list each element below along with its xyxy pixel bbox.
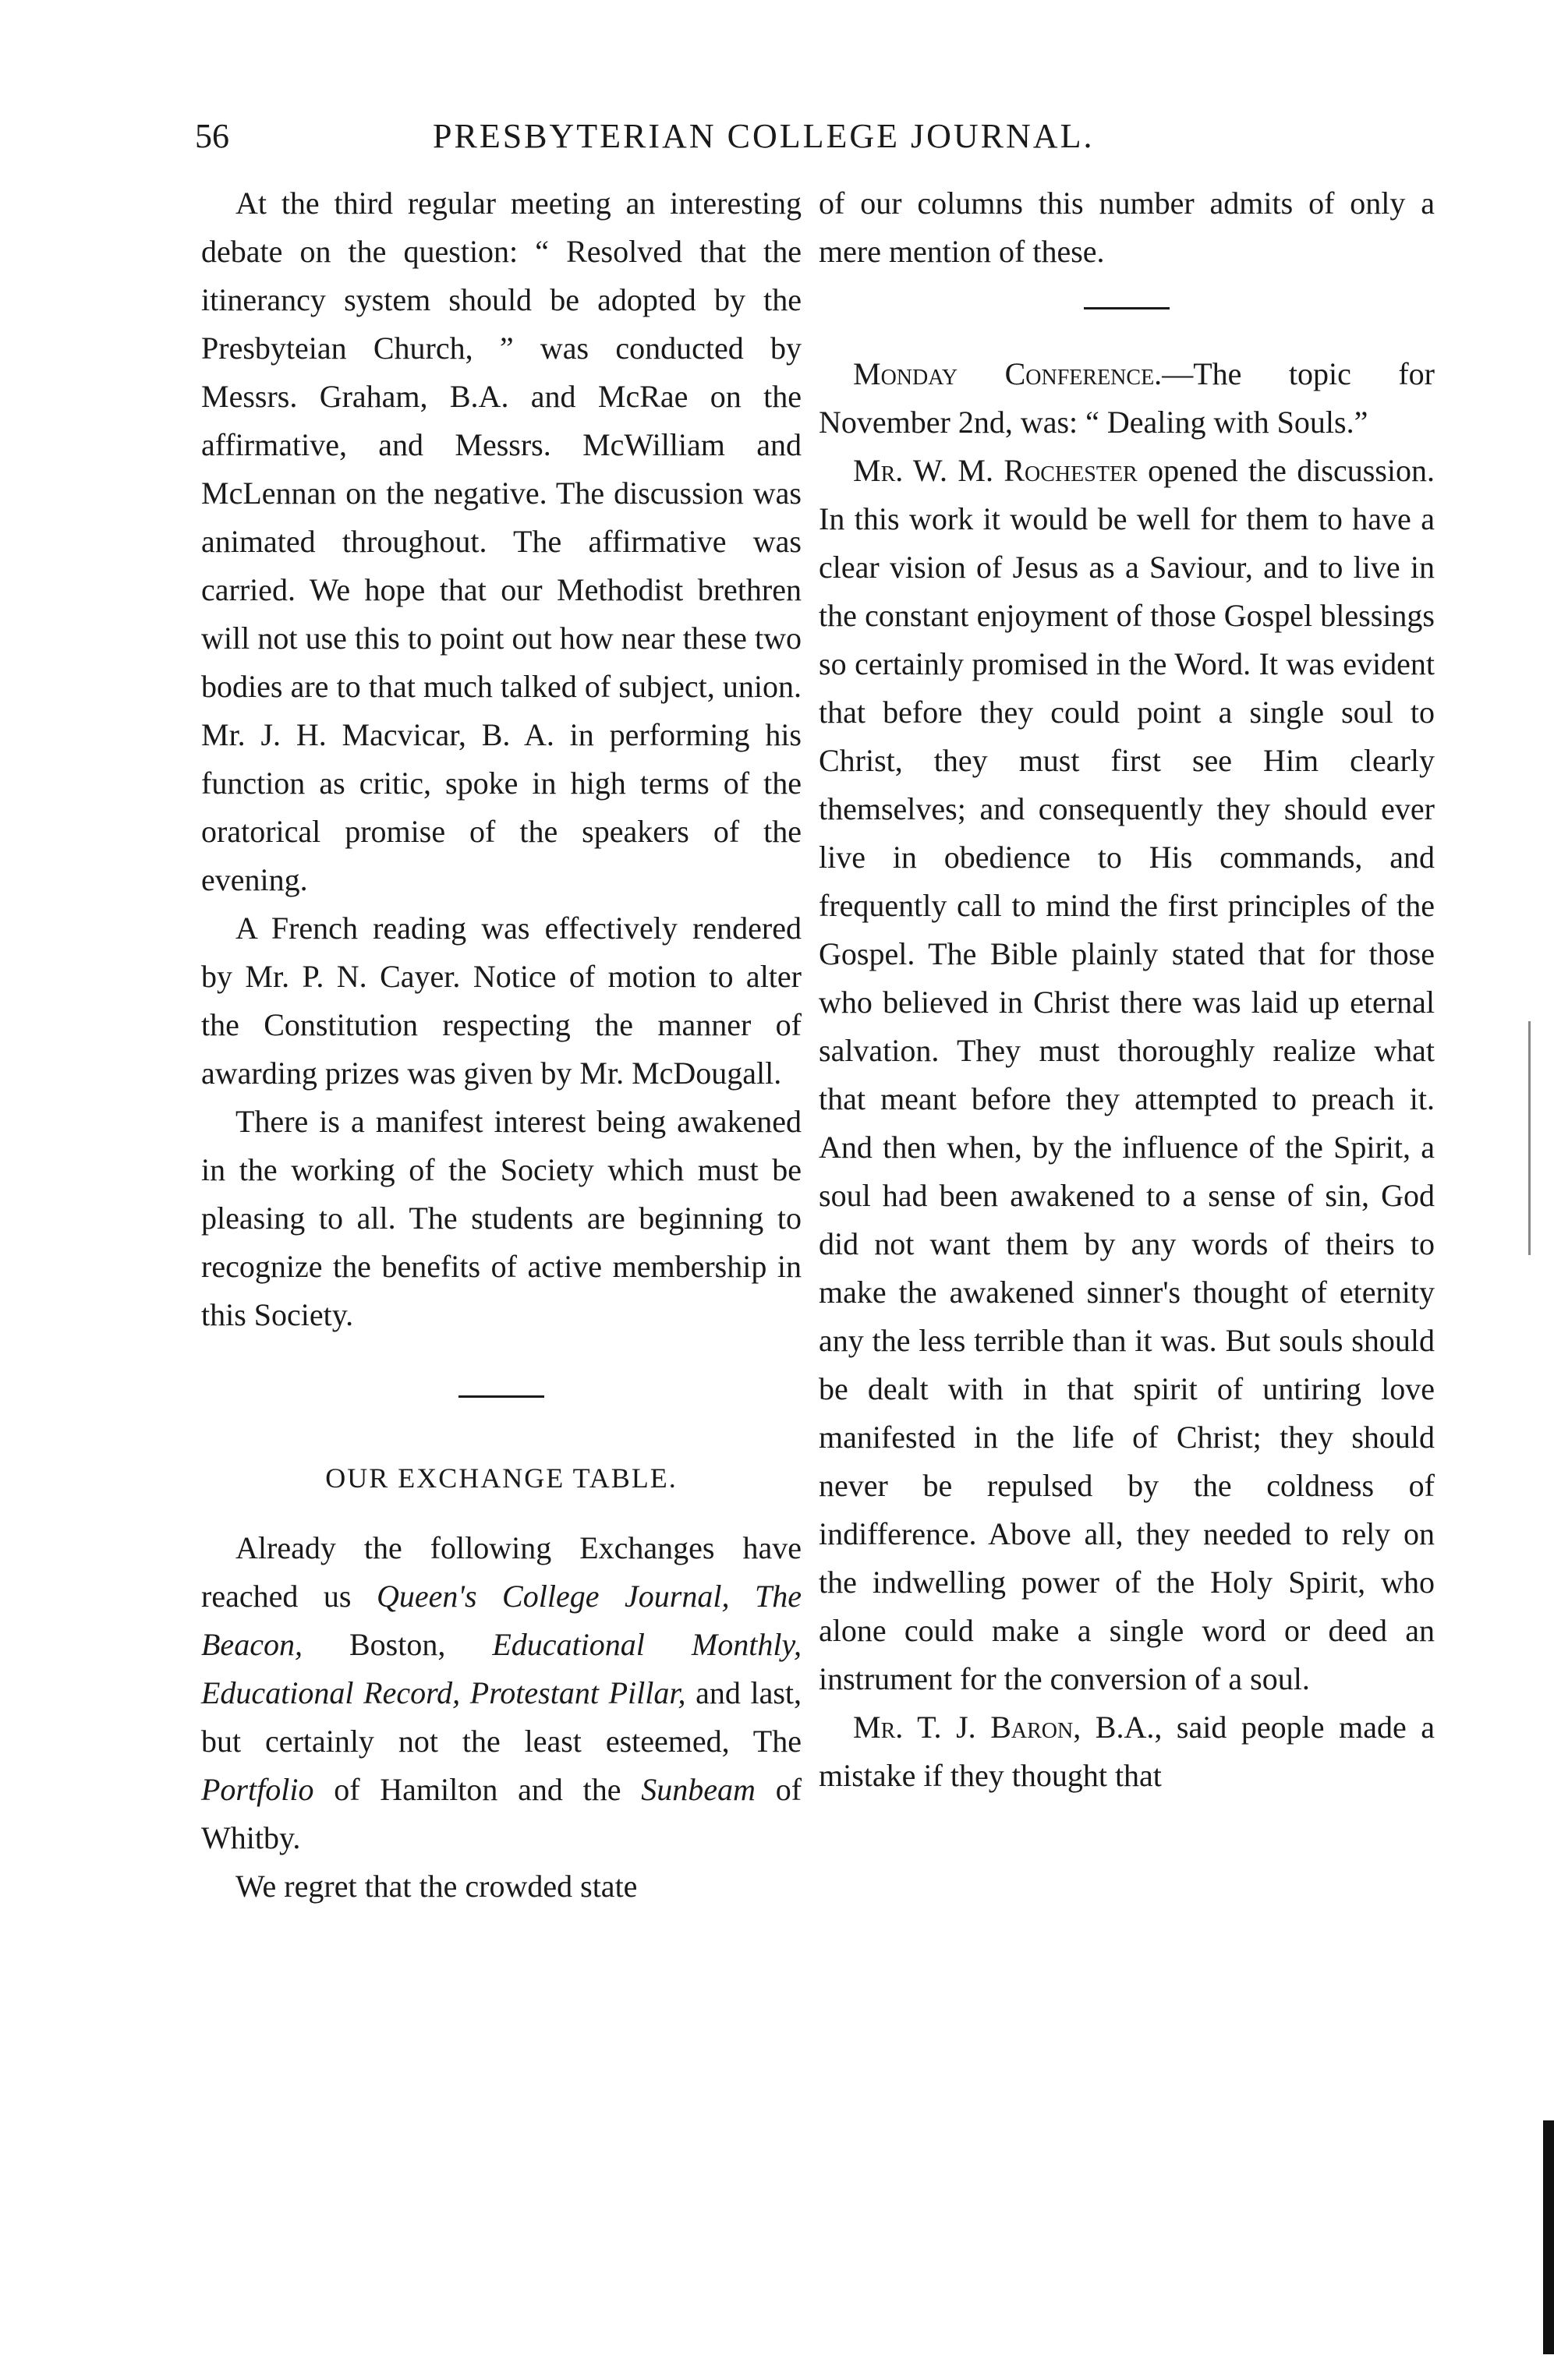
monday-conference-text: —The topic for November 2nd, was: “ Dealing with Souls.” xyxy=(819,356,1435,440)
exchange-sunbeam-place: of Whitby. xyxy=(201,1772,802,1855)
page-header xyxy=(195,109,1404,164)
debate-paragraph: At the third regular meeting an interesting debate on the question: “ Resolved that the itinerancy system should be adopted by the Presbyteian Church, ” was conducted by Messrs. Graham, B.A. and McRae on the affirmative, and Messrs. McWilliam and McLennan on the negative. The discussion was animated throughout. The affirmative was carried. We hope that our Methodist brethren will not use this to point out how near these two bodies are to that much talked of subject, union. Mr. J. H. Macvicar, B. A. in performing his function as critic, spoke in high terms of the oratorical promise of the speakers of the evening. xyxy=(201,186,802,897)
exchange-educational-record: Educational Record, xyxy=(201,1675,461,1710)
page-number: 56 xyxy=(195,117,229,155)
journal-title: PRESBYTERIAN COLLEGE JOURNAL. xyxy=(433,117,1095,155)
left-column xyxy=(201,179,802,1911)
baron-paragraph xyxy=(819,1703,1435,1800)
section-divider xyxy=(1084,307,1170,309)
right-column xyxy=(819,179,1435,1800)
exchange-portfolio: Portfolio xyxy=(201,1772,314,1807)
rochester-name: Mr. W. M. Rochester xyxy=(853,453,1138,488)
exchange-beacon-place: Boston, xyxy=(349,1627,446,1662)
exchange-portfolio-place: of Hamilton and the xyxy=(334,1772,621,1807)
columns-continuation: of our columns this number admits of only a mere mention of these. xyxy=(819,186,1435,269)
monday-conference-label: Monday Conference. xyxy=(853,356,1163,391)
exchange-educational-monthly: Educational Monthly, xyxy=(492,1627,802,1662)
scan-edge-line xyxy=(1528,1021,1531,1255)
section-divider xyxy=(458,1395,544,1398)
monday-conference-paragraph xyxy=(819,350,1435,447)
exchange-queens-journal: Queen's College Journal, xyxy=(377,1579,730,1614)
exchange-sunbeam: Sunbeam xyxy=(641,1772,756,1807)
french-reading-paragraph: A French reading was effectively rendered by Mr. P. N. Cayer. Notice of motion to alter the Constitution respecting the manner of awarding prizes was given by Mr. McDougall. xyxy=(201,911,802,1091)
baron-text: B.A., said people made a mistake if they thought that xyxy=(819,1710,1435,1793)
exchange-paragraph xyxy=(201,1524,802,1862)
exchange-protestant-pillar: Protestant Pillar, xyxy=(469,1675,686,1710)
scan-edge-shadow xyxy=(1543,2120,1554,2354)
exchange-table-heading: OUR EXCHANGE TABLE. xyxy=(325,1462,678,1494)
exchange-beacon: The Beacon, xyxy=(201,1579,802,1662)
baron-name: Mr. T. J. Baron, xyxy=(853,1710,1081,1745)
rochester-paragraph xyxy=(819,447,1435,1703)
interest-paragraph: There is a manifest interest being awakened in the working of the Society which must be pleasing to all. The students are beginning to recognize the benefits of active membership in this Society. xyxy=(201,1104,802,1332)
exchange-connector: and last, but certainly not the least esteemed, The xyxy=(201,1675,802,1759)
regret-paragraph: We regret that the crowded state xyxy=(235,1869,638,1904)
exchange-intro: Already the following Exchanges have reached us xyxy=(201,1530,802,1614)
rochester-text: opened the discussion. In this work it would be well for them to have a clear vision of Jesus as a Saviour, and to live in the constant enjoyment of those Gospel blessings so certainly promised in the Word. It was evident that before they could point a single soul to Christ, they must first see Him clearly themselves; and consequently they should ever live in obedience to His commands, and frequently call to mind the first principles of the Gospel. The Bible plainly stated that for those who believed in Christ there was laid up eternal salvation. They must thoroughly realize what that meant before they attempted to preach it. And then when, by the influence of the Spirit, a soul had been awakened to a sense of sin, God did not want them by any words of theirs to make the awakened sinner's thought of eternity any the less terrible than it was. But souls should be dealt with in that spirit of untiring love manifested in the life of Christ; they should never be repulsed by the coldness of indifference. Above all, they needed to rely on the indwelling power of the Holy Spirit, who alone could make a single word or deed an instrument for the conversion of a soul. xyxy=(819,453,1435,1696)
